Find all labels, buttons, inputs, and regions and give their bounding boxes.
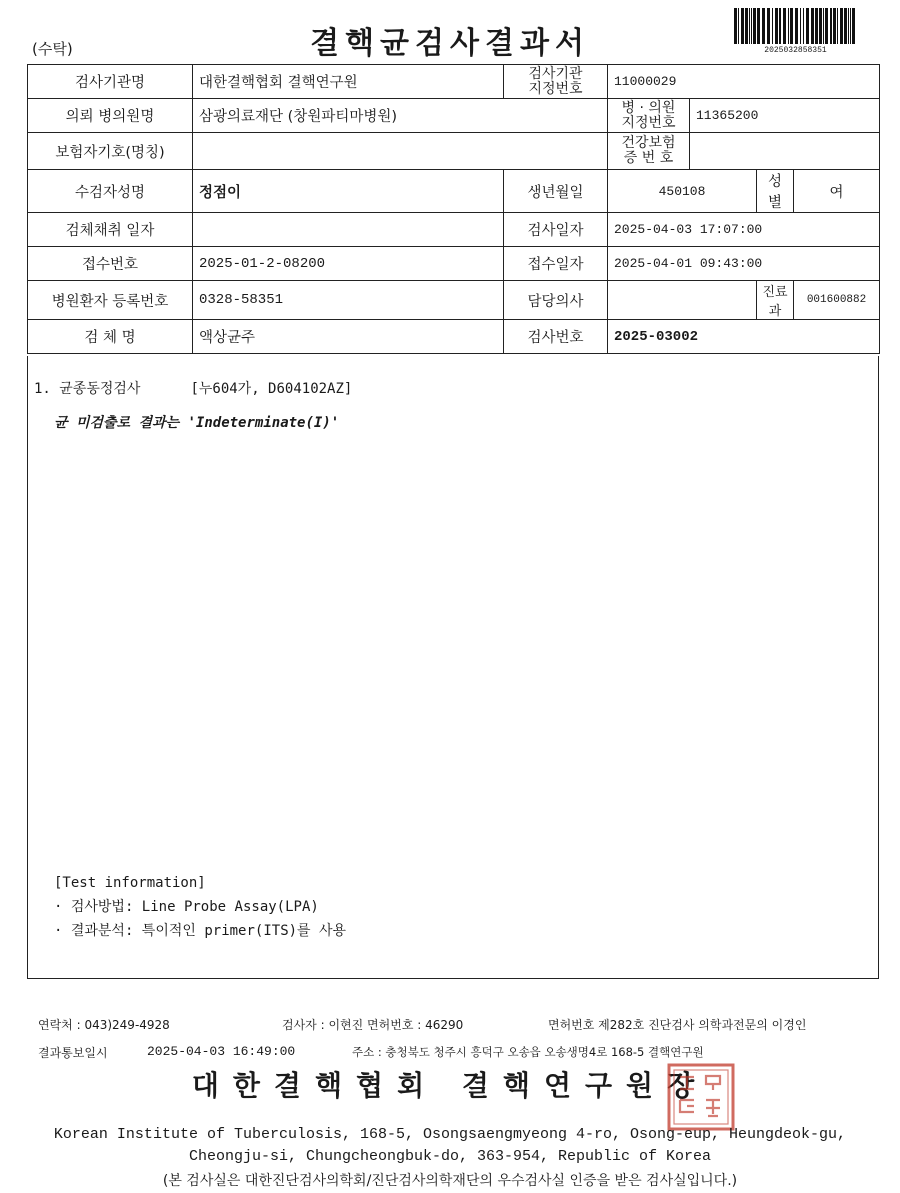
patient-name-label: 수검자성명	[28, 170, 193, 213]
hospital-label: 의뢰 병의원명	[28, 99, 193, 133]
lab-name-label: 검사기관명	[28, 65, 193, 99]
address-english-2: Cheongju-si, Chungcheongbuk-do, 363-954, Republic of Korea	[188, 1148, 712, 1165]
barcode-bar	[741, 8, 744, 44]
barcode-bar	[772, 8, 773, 44]
barcode-bar	[833, 8, 836, 44]
address-korean: 주소 : 충청북도 청주시 흥덕구 오송읍 오송생명4로 168-5 결핵연구원	[352, 1045, 704, 1059]
receipt-date: 2025-04-01 09:43:00	[608, 247, 880, 281]
registration-number: 0328-58351	[193, 281, 504, 320]
barcode-bar	[762, 8, 765, 44]
barcode-bar	[753, 8, 756, 44]
lab-id: 11000029	[608, 65, 880, 99]
barcode-number: 2025032858351	[764, 46, 827, 55]
test-number: 2025-03002	[608, 320, 880, 354]
test-item-name: 1. 균종동정검사	[34, 381, 141, 397]
health-insurance-label: 건강보험 증 번 호	[608, 133, 690, 170]
barcode-bar	[800, 8, 801, 44]
hospital-id-label: 병 · 의원 지정번호	[608, 99, 690, 133]
barcode-bar	[803, 8, 804, 44]
test-info-title: [Test information]	[54, 875, 206, 891]
patient-name: 정점이	[193, 170, 504, 213]
barcode-bar	[790, 8, 793, 44]
document-title: 결핵균검사결과서	[310, 26, 590, 61]
specimen-label: 검 체 명	[28, 320, 193, 354]
hospital-id: 11365200	[690, 99, 880, 133]
certification-note: (본 검사실은 대한진단검사의학회/진단검사의학재단의 우수검사실 인증을 받은 검사실입니다.)	[162, 1173, 738, 1189]
receipt-number-label: 접수번호	[28, 247, 193, 281]
barcode-bar	[783, 8, 786, 44]
test-information	[54, 871, 346, 943]
barcode	[733, 8, 858, 44]
test-date: 2025-04-03 17:07:00	[608, 213, 880, 247]
barcode-bar	[852, 8, 855, 44]
barcode-bar	[815, 8, 818, 44]
lab-name: 대한결핵협회 결핵연구원	[193, 65, 504, 99]
department-code: 001600882	[794, 281, 880, 320]
result-section	[27, 356, 879, 979]
lab-id-label: 검사기관 지정번호	[504, 65, 608, 99]
sex-value: 여	[794, 170, 880, 213]
test-number-label: 검사번호	[504, 320, 608, 354]
barcode-bar	[788, 8, 789, 44]
test-method: · 검사방법: Line Probe Assay(LPA)	[54, 899, 319, 915]
health-insurance-value	[690, 133, 880, 170]
test-date-label: 검사일자	[504, 213, 608, 247]
doctor-value	[608, 281, 757, 320]
institute-name: 대한결핵협회 결핵연구원장	[191, 1069, 709, 1102]
notify-label: 결과통보일시	[38, 1046, 108, 1060]
hospital-name: 삼광의료재단 (창원파티마병원)	[193, 99, 608, 133]
specimen-name: 액상균주	[193, 320, 504, 354]
sex-label: 성별	[757, 170, 794, 213]
test-finding: 균 미검출로 결과는 'Indeterminate(I)'	[54, 415, 340, 431]
department-label: 진료과	[757, 281, 794, 320]
insured-label: 보험자기호(명칭)	[28, 133, 193, 170]
barcode-bar	[848, 8, 849, 44]
barcode-bar	[795, 8, 798, 44]
test-analysis: · 결과분석: 특이적인 primer(ITS)를 사용	[54, 923, 347, 939]
barcode-bar	[749, 8, 750, 44]
barcode-bar	[757, 8, 760, 44]
barcode-bar	[837, 8, 838, 44]
barcode-bar	[850, 8, 851, 44]
tester: 검사자 : 이현진 면허번호 : 46290	[282, 1018, 464, 1032]
barcode-bar	[811, 8, 814, 44]
barcode-bar	[751, 8, 752, 44]
dob-label: 생년월일	[504, 170, 608, 213]
barcode-bar	[844, 8, 847, 44]
receipt-date-label: 접수일자	[504, 247, 608, 281]
dob-value: 450108	[608, 170, 757, 213]
barcode-bar	[738, 8, 739, 44]
address-english-1: Korean Institute of Tuberculosis, 168-5, Osongsaengmyeong 4-ro, Osong-eup, Heungdeok-gu,	[53, 1126, 847, 1143]
copy-label: (수탁)	[32, 40, 73, 58]
barcode-bar	[734, 8, 737, 44]
barcode-bar	[830, 8, 832, 44]
patient-info-table	[27, 64, 880, 354]
collection-date-label: 검체채취 일자	[28, 213, 193, 247]
test-item-code: [누604가, D604102AZ]	[190, 381, 353, 397]
barcode-bar	[819, 8, 822, 44]
barcode-bar	[825, 8, 828, 44]
barcode-bar	[840, 8, 843, 44]
insured-value	[193, 133, 608, 170]
receipt-number: 2025-01-2-08200	[193, 247, 504, 281]
contact: 연락처 : 043)249-4928	[38, 1018, 170, 1032]
barcode-bar	[823, 8, 824, 44]
barcode-bar	[745, 8, 748, 44]
barcode-bar	[775, 8, 778, 44]
doctor-label: 담당의사	[504, 281, 608, 320]
barcode-bar	[779, 8, 781, 44]
official-seal	[666, 1062, 736, 1132]
license-info: 면허번호 제282호 진단검사 의학과전문의 이경인	[548, 1018, 807, 1032]
test-item	[34, 378, 352, 398]
notify-time: 2025-04-03 16:49:00	[147, 1044, 296, 1059]
collection-date	[193, 213, 504, 247]
barcode-bar	[767, 8, 770, 44]
registration-number-label: 병원환자 등록번호	[28, 281, 193, 320]
barcode-bar	[806, 8, 809, 44]
